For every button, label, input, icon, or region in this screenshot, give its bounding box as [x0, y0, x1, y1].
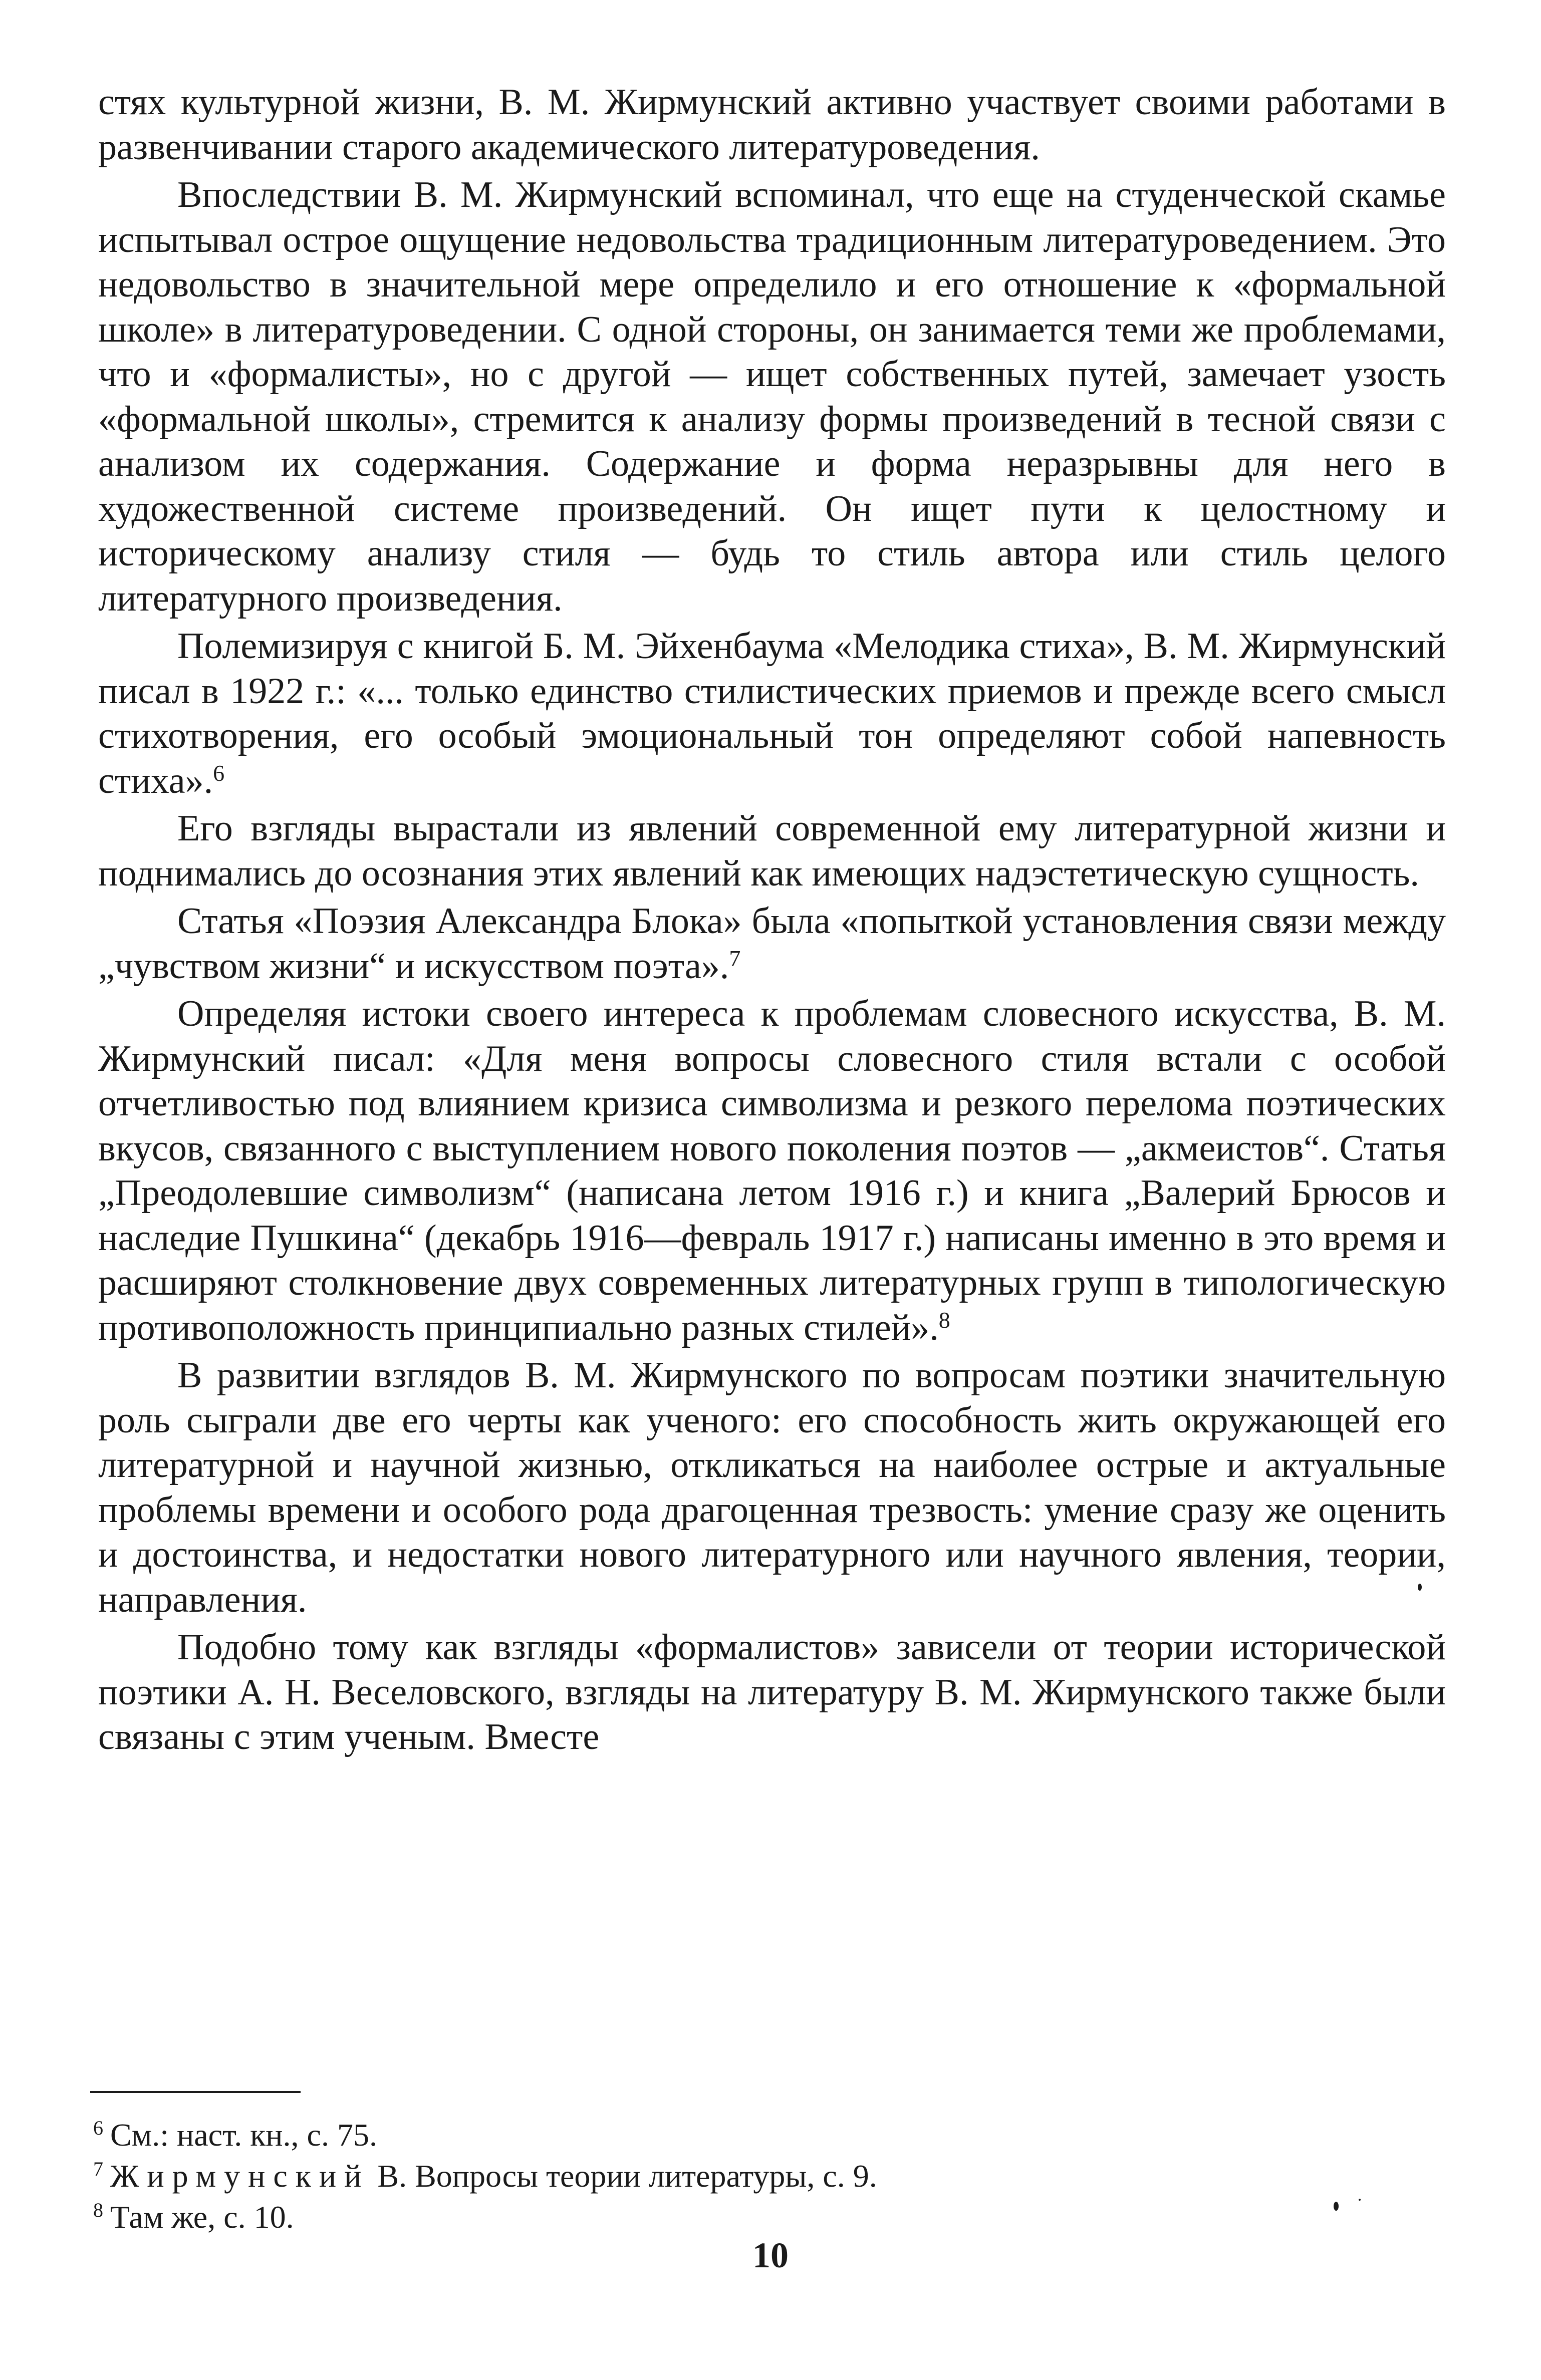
paragraph: В развитии взглядов В. М. Жирмунского по вопросам поэтики значительную роль сыграли две его черты как ученого: его способность жить окружающей его литературной и научной жизнью, откликаться на наиболее острые и актуальные проблемы времени и особого рода драгоценная трезвость: умение сразу же оценить и достоинства, и недостатки нового литературного или научного явления, теории, направления. — [98, 1355, 1446, 1620]
footnote-text: Там же, с. 10. — [110, 2199, 294, 2235]
paragraph: Определяя истоки своего интереса к проблемам словесного искусства, В. М. Жирмунский писал: «Для меня вопросы словесного стиля встали с особой отчетливостью под влиянием кризиса символизма и резкого перелома поэтических вкусов, связанного с выступлением нового поколения поэтов — „акмеистов“. Статья „Преодолевшие символизм“ (написана летом 1916 г.) и книга „Валерий Брюсов и наследие Пушкина“ (декабрь 1916—февраль 1917 г.) написаны именно в это время и расширяют столкновение двух современных литературных групп в типологическую противоположность принципиально разных стилей».$^8$ — [98, 993, 1446, 1348]
scan-speck — [1334, 2202, 1339, 2211]
footnote-author: Жирмунский — [110, 2158, 370, 2194]
footnote-number: 6 — [93, 2116, 103, 2139]
footnote-reference: 7 — [729, 945, 741, 971]
paragraph: Подобно тому как взгляды «формалистов» зависели от теории исторической поэтики А. Н. Веселовского, взгляды на литературу В. М. Жирмунского также были связаны с этим ученым. Вместе — [98, 1627, 1446, 1757]
scan-speck — [1359, 2199, 1361, 2201]
paragraph: Его взгляды вырастали из явлений современной ему литературной жизни и поднимались до осознания этих явлений как имеющих надэстетическую сущность. — [98, 808, 1446, 894]
footnote-reference: 6 — [213, 760, 225, 786]
paragraph: Полемизируя с книгой Б. М. Эйхенбаума «Мелодика стиха», В. М. Жирмунский писал в 1922 г.: «... только единство стилистических приемов и прежде всего смысл стихотворения, его особый эмоциональный тон определяют собой напевность стиха».$^6$ — [98, 626, 1446, 801]
footnote-number: 7 — [93, 2157, 103, 2180]
paragraph: стях культурной жизни, В. М. Жирмунский активно участвует своими работами в развенчивании старого академического литературоведения. — [98, 82, 1446, 168]
main-text — [98, 80, 1446, 1760]
footnotes — [93, 2115, 1446, 2238]
footnote-number: 8 — [93, 2198, 103, 2221]
footnote-text: См.: наст. кн., с. 75. — [110, 2117, 377, 2153]
footnote-divider — [90, 2091, 301, 2093]
footnote — [93, 2197, 1446, 2238]
footnote — [93, 2115, 1446, 2156]
page-number: 10 — [752, 2235, 789, 2275]
paragraph: Впоследствии В. М. Жирмунский вспоминал, что еще на студенческой скамье испытывал острое ощущение недовольства традиционным литературоведением. Это недовольство в значительной мере определило и его отношение к «формальной школе» в литературоведении. С одной стороны, он занимается теми же проблемами, что и «формалисты», но с другой — ищет собственных путей, замечает узость «формальной школы», стремится к анализу формы произведений в тесной связи с анализом их содержания. Содержание и форма неразрывны для него в художественной системе произведений. Он ищет пути к целостному и историческому анализу стиля — будь то стиль автора или стиль целого литературного произведения. — [98, 174, 1446, 619]
footnote-text: В. Вопросы теории литературы, с. 9. — [369, 2158, 877, 2194]
paragraph: Статья «Поэзия Александра Блока» была «попыткой установления связи между „чувством жизни“ и искусством поэта».$^7$ — [98, 901, 1446, 987]
scan-speck — [1418, 1584, 1422, 1591]
footnote — [93, 2156, 1446, 2197]
footnote-reference: 8 — [938, 1307, 950, 1333]
